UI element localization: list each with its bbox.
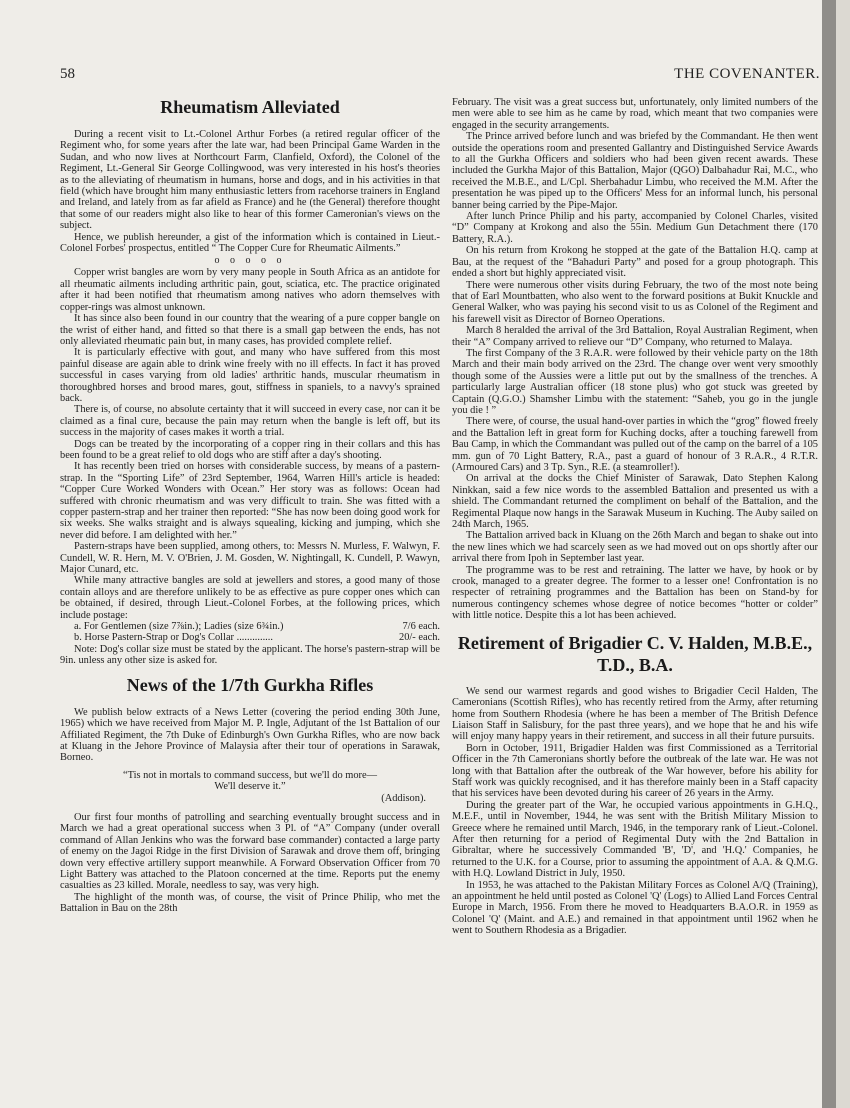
- paragraph: During a recent visit to Lt.-Colonel Arthur Forbes (a retired regular officer of the Regiment who, for some years after the late war, had been Principal Game Warden in the Sudan, and who now lives at Northcourt Farm, Clanfield, Oxford), the Colonel of the Regiment, Lt.-General Sir George Collingwood, was very interested in his host's theories as to the alleviating of rheumatism in humans, horse and dogs, and in his activities in that field (which have brought him many enthusiastic letters from racehorse trainers in England and Ireland, and lately from as far afield as France) and he (the General) therefore thought that some of our readers might also like to hear of this former Cameronian's views on the subject.: [60, 129, 440, 232]
- article-title-rheumatism: Rheumatism Alleviated: [160, 97, 340, 117]
- journal-title: THE COVENANTER.: [674, 66, 820, 82]
- article-title-gurkha: News of the 1/7th Gurkha Rifles: [126, 674, 374, 695]
- quote-line: “Tis not in mortals to command success, but we'll do more—: [122, 769, 377, 781]
- paragraph: There were numerous other visits during February, the two of the most note being that of Earl Mountbatten, who also went to the forward positions at Bukit Knuckle and General Walker, who was paying his second visit to us as Colonel of the Regiment and his farewell visit as Director of Borneo Operations.: [452, 279, 818, 325]
- quote-attribution: (Addison).: [381, 792, 426, 804]
- price-item: b. Horse Pastern-Strap or Dog's Collar ..............: [74, 632, 273, 644]
- paragraph: In 1953, he was attached to the Pakistan Military Forces as Colonel A/Q (Training), an appointment he held until posted as Colonel 'Q' (Logs) to Allied Land Forces Central Europe in March, 1956. From there he moved to Headquarters B.A.O.R. in 1959 as Colonel 'Q' (Maint. and A.E.) and remained in that appointment until 1962 when he went to Southern Rhodesia as a Brigadier.: [452, 879, 818, 937]
- price-line: [60, 632, 440, 643]
- left-column: [60, 93, 440, 1083]
- paragraph: The programme was to be rest and retraining. The latter we have, by hook or by crook, managed to a greater degree. The former to a lesser one! Confrontation is no respecter of retraining programmes and the Battalion has been on Stand-by for numerous contingency schemes whose degree of notice becomes “hotter or colder” with little notice. Despite this a lot has been achieved.: [452, 564, 818, 622]
- paragraph: It is particularly effective with gout, and many who have suffered from this most painful disease are again able to drink wine freely with no ill effects. In fact it has proved successful in cases varying from old ladies' arthritic hands, muscular rheumatism in thoroughbred horses and brood mares, gout, stiffness in spaniels, to a navvy's sprained back.: [60, 347, 440, 404]
- paragraph: After lunch Prince Philip and his party, accompanied by Colonel Charles, visited “D” Company at Krokong and also the 55in. Medium Gun Detachment there (170 Battery, R.A.).: [452, 211, 818, 245]
- paragraph: On arrival at the docks the Chief Minister of Sarawak, Dato Stephen Kalong Ninkkan, said a few nice words to the assembled Battalion and presented us with a shield. The Commandant returned the compliment on behalf of the Battalion, and the Regimental Plaque now hangs in the Sarawak Museum in Kuching. The Auby sailed on 24th March, 1965.: [452, 473, 818, 531]
- price-value: 7/6 each.: [402, 621, 440, 633]
- paragraph: Pastern-straps have been supplied, among others, to: Messrs N. Murless, F. Walwyn, F. Cundell, W. R. Hern, M. V. O'Brien, J. M. Gosden, W. Nightingall, K. Cundell, P. Wawyn, Major Cunard, etc.: [60, 541, 440, 576]
- page-number: 58: [60, 66, 75, 82]
- paragraph: Hence, we publish hereunder, a gist of the information which is contained in Lieut.-Colonel Forbes' prospectus, entitled “ The Copper Cure for Rheumatic Ailments.”: [60, 231, 440, 255]
- paragraph: Born in October, 1911, Brigadier Halden was first Commissioned as a Territorial Officer in the 7th Cameronians shortly before the outbreak of the late war. He was not long with that Battalion after the outbreak of the War however, before his ability for Staff work was quickly recognised, and it has therefore mainly been in a Staff capacity that his services have been devoted during his career of 26 years in the Army.: [452, 742, 818, 800]
- paragraph: Our first four months of patrolling and searching eventually brought success and in March we had a great operational success when 3 Pl. of “A” Company (under overall command of Allan Jenkins who was the forward base commander) contacted a large party of enemy on the Jagoi Ridge in the first Division of Sarawak and drove them off, bringing down very effective artillery support meanwhile. A Forward Observation Officer from 70 Light Battery was attached to the Platoon concerned at the time. Reports put the enemy casualties as 23 killed. Morale, needless to say, was very high.: [60, 811, 440, 892]
- paragraph: The Battalion arrived back in Kluang on the 26th March and began to shake out into the new lines which we had scarcely seen as we had moved out on ops shortly after our arrival there from Ipoh in September last year.: [452, 530, 818, 565]
- price-line: [60, 621, 440, 632]
- paragraph: During the greater part of the War, he occupied various appointments in G.H.Q., M.E.F., until in November, 1944, he was sent with the British Military Mission to Greece where he remained until March, 1946, in the temporary rank of Lieut.-Colonel. After then returning for a period of Regimental Duty with the 2nd Battalion in Gibraltar, where he successively Commanded 'B', 'D', and 'H.Q.' Companies, he returned to the U.K. for a Course, prior to assuming the appointment of A.A. & Q.M.G. with H.Q. Lowland District in July, 1950.: [452, 799, 818, 880]
- page-edge-shadow: [822, 0, 836, 1108]
- paragraph: Copper wrist bangles are worn by very many people in South Africa as an antidote for all rheumatic ailments including arthritic pain, gout, sciatica, etc. The practice originated after it had been notified that rheumatism among natives who adorn themselves with copper-rings was almost unknown.: [60, 267, 440, 313]
- paragraph: The Prince arrived before lunch and was briefed by the Commandant. He then went outside the operations room and presented Gallantry and Distinguished Service Awards to all the Gurkha Officers and soldiers who had been given recent awards. These included the Gurkha Major of this Battalion, Major (QGO) Dalbahadur Rai, M.C., who received the M.B.E., and L/Cpl. Sherbahadur Limbu, who received the M.M. After the presentation he was piped up to the Officers' Mess for an informal lunch, his personal banner being carried by the Pipe-Major.: [452, 131, 818, 211]
- paragraph: The first Company of the 3 R.A.R. were followed by their vehicle party on the 18th March and their main body arrived on the 23rd. The change over went very smoothly though some of the Aussies were a little put out by the smallness of the trenches. A particularly large Australian officer (18 stone plus) who got stuck was greeted by Captain (Q.G.O.) Shamsher Limbu with the statement: “Saheb, you go in the jungle you die ! ”: [452, 347, 818, 416]
- paragraph: Dogs can be treated by the incorporating of a copper ring in their collars and this has been found to be a great relief to old dogs who are stiff after a day's shooting.: [60, 438, 440, 461]
- price-item: a. For Gentlemen (size 7⅞in.); Ladies (size 6¾in.): [74, 621, 284, 633]
- paragraph: On his return from Krokong he stopped at the gate of the Battalion H.Q. camp at Bau, at the request of the “Bahaduri Party” and posed for a group photograph. This ended a short but highly appreciated visit.: [452, 245, 818, 280]
- paragraph: March 8 heralded the arrival of the 3rd Battalion, Royal Australian Regiment, when their “A” Company arrived to relieve our “D” Company, who returned to Malaya.: [452, 325, 818, 348]
- paragraph: February. The visit was a great success but, unfortunately, only limited numbers of the men were able to see him as he came by road, which meant that two companies were engaged in the security arrangements.: [452, 97, 818, 131]
- paragraph: There is, of course, no absolute certainty that it will succeed in every case, nor can it be claimed as a final cure, because the pain may return when the bangle is left off, but its success in the majority of cases makes it worth a trial.: [60, 404, 440, 439]
- right-column: [452, 97, 818, 1087]
- paragraph: We send our warmest regards and good wishes to Brigadier Cecil Halden, The Cameronians (Scottish Rifles), who has recently retired from the Army, after returning home from Southern Rhodesia (where he has been a member of The British Defence Liaison Staff in Salisbury, for the past three years), and we hope that he and his wife will enjoy many happy years in their retirement, and success in all their future pursuits.: [452, 685, 818, 743]
- paragraph: The highlight of the month was, of course, the visit of Prince Philip, who met the Battalion in Bau on the 28th: [60, 891, 440, 915]
- paragraph: While many attractive bangles are sold at jewellers and stores, a good many of those contain alloys and are therefore unlikely to be as effective as pure copper ones which can be obtained, if desired, through Lieut.-Colonel Forbes, at the following prices, which include postage:: [60, 575, 440, 621]
- epigraph-quote: [60, 770, 440, 804]
- paragraph: There were, of course, the usual hand-over parties in which the “grog” flowed freely and the Battalion left in great form for Kuching docks, after a touching farewell from Bau Camp, in which the Commandant was pulled out of the camp on the barrel of a 105 mm. gun of 70 Light Battery, R.A., past a guard of honour of 3 R.A.R., 4 R.T.R. (Armoured Cars) and 3 Tp. Syn., R.E. (a steamroller!).: [452, 416, 818, 473]
- paragraph: It has recently been tried on horses with considerable success, by means of a pastern-strap. In the “Sporting Life” of 23rd September, 1964, Warren Hill's article is headed: “Copper Cure Worked Wonders with Ocean.” Her story was as follows: Ocean had suffered with chronic rheumatism and was very difficult to train. She was fitted with a copper pastern-strap and her trainer then reported: “She has now been doing good work for six weeks. She walks straight and is always squealing, kicking and jumping, which she never did before. I am delighted with her.”: [60, 461, 440, 541]
- paragraph: Note: Dog's collar size must be stated by the applicant. The horse's pastern-strap will be 9in. unless any other size is asked for.: [60, 643, 440, 667]
- paragraph: It has since also been found in our country that the wearing of a pure copper bangle on the wrist of either hand, and fitted so that there is a small gap between the ends, has not only alleviated rheumatic pain but, in many cases, has provided complete relief.: [60, 313, 440, 347]
- paragraph: We publish below extracts of a News Letter (covering the period ending 30th June, 1965) which we have received from Major M. P. Ingle, Adjutant of the 1st Battalion of our Affiliated Regiment, the 7th Duke of Edinburgh's Own Gurkha Rifles, who are now back at Kluang in the Jehore Province of Malaysia after their tour of operations in Sarawak, Borneo.: [60, 706, 440, 764]
- price-value: 20/- each.: [399, 632, 440, 644]
- quote-line: We'll deserve it.”: [214, 781, 286, 793]
- separator: o o o o o: [214, 255, 286, 267]
- article-title-halden: Retirement of Brigadier C. V. Halden, M.B.E., T.D., B.A.: [457, 632, 813, 675]
